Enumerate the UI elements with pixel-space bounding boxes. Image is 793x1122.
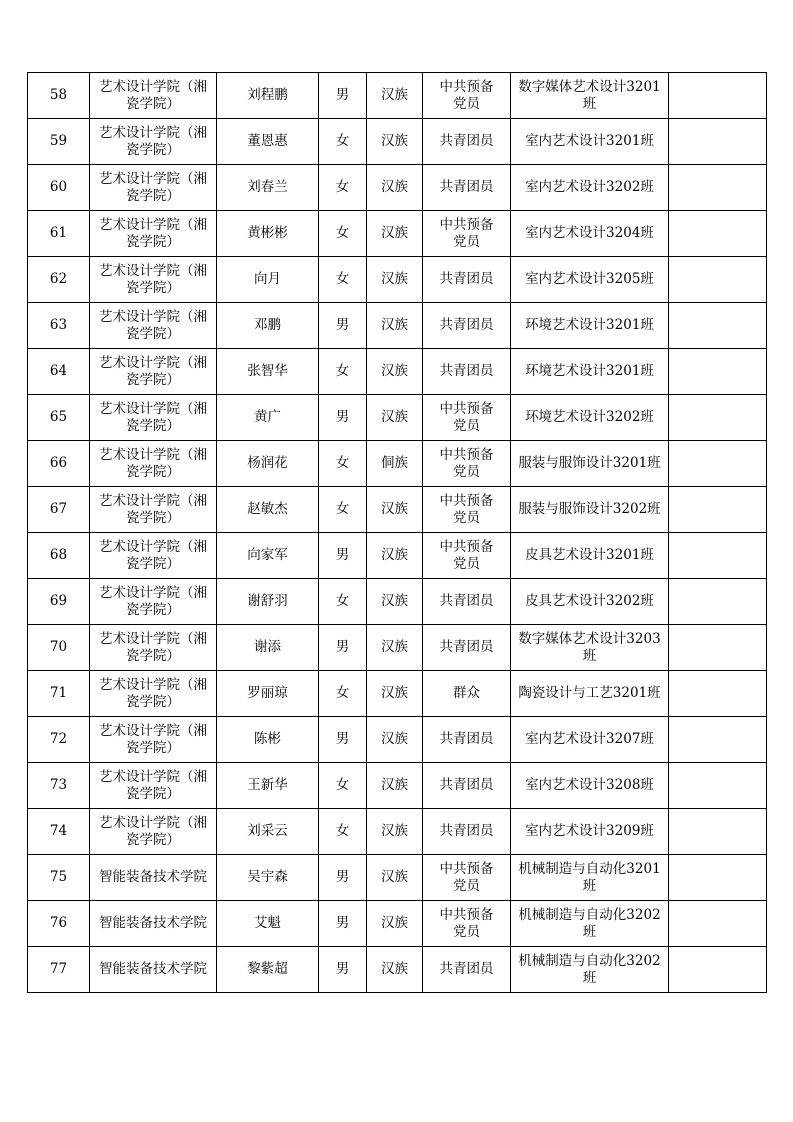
class-cell: 服装与服饰设计3202班 bbox=[511, 487, 669, 533]
political-status-cell-text: 共青团员 bbox=[439, 823, 494, 839]
sex-cell: 男 bbox=[319, 901, 367, 947]
political-status-cell bbox=[423, 73, 511, 119]
ethnicity-cell: 汉族 bbox=[367, 901, 423, 947]
college-cell-text: 艺术设计学院（湘瓷学院） bbox=[99, 124, 207, 158]
college-cell bbox=[90, 901, 217, 947]
ethnicity-cell: 汉族 bbox=[367, 579, 423, 625]
class-cell: 数字媒体艺术设计3201班 bbox=[511, 73, 669, 119]
ethnicity-cell: 汉族 bbox=[367, 809, 423, 855]
ethnicity-cell: 汉族 bbox=[367, 717, 423, 763]
college-cell-text: 艺术设计学院（湘瓷学院） bbox=[99, 584, 207, 618]
college-cell bbox=[90, 349, 217, 395]
ethnicity-cell: 汉族 bbox=[367, 395, 423, 441]
table-row bbox=[28, 73, 767, 119]
political-status-cell-text: 中共预备党员 bbox=[439, 78, 494, 112]
political-status-cell-text: 中共预备党员 bbox=[439, 400, 494, 434]
table-row bbox=[28, 533, 767, 579]
remarks-cell bbox=[669, 487, 767, 533]
table-row bbox=[28, 809, 767, 855]
college-cell bbox=[90, 441, 217, 487]
college-cell-text: 艺术设计学院（湘瓷学院） bbox=[99, 768, 207, 802]
row-number-cell: 65 bbox=[28, 395, 90, 441]
political-status-cell bbox=[423, 303, 511, 349]
remarks-cell bbox=[669, 947, 767, 993]
college-cell bbox=[90, 119, 217, 165]
student-name-cell: 吴宇森 bbox=[217, 855, 319, 901]
ethnicity-cell: 汉族 bbox=[367, 303, 423, 349]
political-status-cell-text: 共青团员 bbox=[439, 133, 494, 149]
row-number-cell: 69 bbox=[28, 579, 90, 625]
college-cell-text: 艺术设计学院（湘瓷学院） bbox=[99, 492, 207, 526]
sex-cell: 男 bbox=[319, 395, 367, 441]
ethnicity-cell: 汉族 bbox=[367, 119, 423, 165]
college-cell bbox=[90, 671, 217, 717]
class-cell: 机械制造与自动化3201班 bbox=[511, 855, 669, 901]
student-name-cell: 黄彬彬 bbox=[217, 211, 319, 257]
student-roster-table bbox=[27, 72, 767, 993]
college-cell-text: 艺术设计学院（湘瓷学院） bbox=[99, 78, 207, 112]
ethnicity-cell: 汉族 bbox=[367, 533, 423, 579]
college-cell bbox=[90, 625, 217, 671]
table-row bbox=[28, 579, 767, 625]
class-cell: 环境艺术设计3201班 bbox=[511, 303, 669, 349]
political-status-cell-text: 共青团员 bbox=[439, 639, 494, 655]
table-row bbox=[28, 257, 767, 303]
political-status-cell bbox=[423, 349, 511, 395]
political-status-cell bbox=[423, 395, 511, 441]
class-cell: 室内艺术设计3209班 bbox=[511, 809, 669, 855]
college-cell-text: 艺术设计学院（湘瓷学院） bbox=[99, 446, 207, 480]
sex-cell: 女 bbox=[319, 257, 367, 303]
college-cell-text: 艺术设计学院（湘瓷学院） bbox=[99, 630, 207, 664]
table-row bbox=[28, 303, 767, 349]
ethnicity-cell: 汉族 bbox=[367, 947, 423, 993]
sex-cell: 女 bbox=[319, 763, 367, 809]
class-cell: 服装与服饰设计3201班 bbox=[511, 441, 669, 487]
college-cell-text: 艺术设计学院（湘瓷学院） bbox=[99, 354, 207, 388]
student-name-cell: 黄广 bbox=[217, 395, 319, 441]
row-number-cell: 75 bbox=[28, 855, 90, 901]
political-status-cell bbox=[423, 947, 511, 993]
ethnicity-cell: 汉族 bbox=[367, 349, 423, 395]
table-row bbox=[28, 395, 767, 441]
college-cell-text: 智能装备技术学院 bbox=[99, 961, 207, 977]
political-status-cell bbox=[423, 211, 511, 257]
row-number-cell: 68 bbox=[28, 533, 90, 579]
roster-body bbox=[28, 73, 767, 993]
political-status-cell bbox=[423, 809, 511, 855]
political-status-cell bbox=[423, 441, 511, 487]
table-row bbox=[28, 349, 767, 395]
sex-cell: 女 bbox=[319, 579, 367, 625]
sex-cell: 男 bbox=[319, 533, 367, 579]
college-cell-text: 艺术设计学院（湘瓷学院） bbox=[99, 400, 207, 434]
remarks-cell bbox=[669, 763, 767, 809]
student-name-cell: 杨润花 bbox=[217, 441, 319, 487]
student-name-cell: 赵敏杰 bbox=[217, 487, 319, 533]
remarks-cell bbox=[669, 717, 767, 763]
college-cell-text: 艺术设计学院（湘瓷学院） bbox=[99, 722, 207, 756]
student-name-cell: 刘采云 bbox=[217, 809, 319, 855]
political-status-cell-text: 共青团员 bbox=[439, 317, 494, 333]
row-number-cell: 74 bbox=[28, 809, 90, 855]
political-status-cell-text: 共青团员 bbox=[439, 961, 494, 977]
student-name-cell: 向月 bbox=[217, 257, 319, 303]
table-row bbox=[28, 441, 767, 487]
remarks-cell bbox=[669, 625, 767, 671]
table-row bbox=[28, 625, 767, 671]
sex-cell: 男 bbox=[319, 303, 367, 349]
sex-cell: 女 bbox=[319, 487, 367, 533]
college-cell-text: 智能装备技术学院 bbox=[99, 869, 207, 885]
student-name-cell: 艾魁 bbox=[217, 901, 319, 947]
ethnicity-cell: 汉族 bbox=[367, 73, 423, 119]
remarks-cell bbox=[669, 73, 767, 119]
ethnicity-cell: 汉族 bbox=[367, 763, 423, 809]
sex-cell: 女 bbox=[319, 119, 367, 165]
table-row bbox=[28, 165, 767, 211]
college-cell bbox=[90, 73, 217, 119]
political-status-cell-text: 共青团员 bbox=[439, 179, 494, 195]
ethnicity-cell: 汉族 bbox=[367, 487, 423, 533]
remarks-cell bbox=[669, 165, 767, 211]
college-cell-text: 艺术设计学院（湘瓷学院） bbox=[99, 814, 207, 848]
class-cell: 室内艺术设计3208班 bbox=[511, 763, 669, 809]
student-name-cell: 谢舒羽 bbox=[217, 579, 319, 625]
political-status-cell bbox=[423, 671, 511, 717]
college-cell bbox=[90, 165, 217, 211]
sex-cell: 男 bbox=[319, 717, 367, 763]
ethnicity-cell: 汉族 bbox=[367, 165, 423, 211]
student-name-cell: 谢添 bbox=[217, 625, 319, 671]
college-cell bbox=[90, 533, 217, 579]
sex-cell: 女 bbox=[319, 671, 367, 717]
college-cell bbox=[90, 487, 217, 533]
sex-cell: 女 bbox=[319, 441, 367, 487]
college-cell-text: 艺术设计学院（湘瓷学院） bbox=[99, 538, 207, 572]
row-number-cell: 73 bbox=[28, 763, 90, 809]
college-cell bbox=[90, 855, 217, 901]
row-number-cell: 76 bbox=[28, 901, 90, 947]
political-status-cell-text: 共青团员 bbox=[439, 777, 494, 793]
remarks-cell bbox=[669, 533, 767, 579]
political-status-cell-text: 群众 bbox=[453, 685, 480, 701]
college-cell-text: 艺术设计学院（湘瓷学院） bbox=[99, 262, 207, 296]
political-status-cell bbox=[423, 855, 511, 901]
ethnicity-cell: 汉族 bbox=[367, 211, 423, 257]
class-cell: 室内艺术设计3202班 bbox=[511, 165, 669, 211]
political-status-cell bbox=[423, 165, 511, 211]
class-cell: 陶瓷设计与工艺3201班 bbox=[511, 671, 669, 717]
sex-cell: 女 bbox=[319, 165, 367, 211]
class-cell: 机械制造与自动化3202班 bbox=[511, 901, 669, 947]
ethnicity-cell: 汉族 bbox=[367, 625, 423, 671]
remarks-cell bbox=[669, 671, 767, 717]
political-status-cell-text: 中共预备党员 bbox=[439, 906, 494, 940]
row-number-cell: 59 bbox=[28, 119, 90, 165]
class-cell: 室内艺术设计3205班 bbox=[511, 257, 669, 303]
political-status-cell-text: 中共预备党员 bbox=[439, 538, 494, 572]
college-cell-text: 智能装备技术学院 bbox=[99, 915, 207, 931]
sex-cell: 男 bbox=[319, 73, 367, 119]
class-cell: 室内艺术设计3207班 bbox=[511, 717, 669, 763]
college-cell-text: 艺术设计学院（湘瓷学院） bbox=[99, 308, 207, 342]
college-cell-text: 艺术设计学院（湘瓷学院） bbox=[99, 216, 207, 250]
table-row bbox=[28, 901, 767, 947]
class-cell: 环境艺术设计3201班 bbox=[511, 349, 669, 395]
political-status-cell-text: 中共预备党员 bbox=[439, 446, 494, 480]
remarks-cell bbox=[669, 257, 767, 303]
class-cell: 皮具艺术设计3201班 bbox=[511, 533, 669, 579]
class-cell: 皮具艺术设计3202班 bbox=[511, 579, 669, 625]
political-status-cell bbox=[423, 717, 511, 763]
student-name-cell: 刘程鹏 bbox=[217, 73, 319, 119]
table-row bbox=[28, 211, 767, 257]
row-number-cell: 58 bbox=[28, 73, 90, 119]
sex-cell: 男 bbox=[319, 855, 367, 901]
row-number-cell: 63 bbox=[28, 303, 90, 349]
student-name-cell: 董恩惠 bbox=[217, 119, 319, 165]
college-cell bbox=[90, 395, 217, 441]
remarks-cell bbox=[669, 303, 767, 349]
row-number-cell: 66 bbox=[28, 441, 90, 487]
class-cell: 室内艺术设计3201班 bbox=[511, 119, 669, 165]
political-status-cell bbox=[423, 119, 511, 165]
row-number-cell: 70 bbox=[28, 625, 90, 671]
remarks-cell bbox=[669, 441, 767, 487]
student-name-cell: 王新华 bbox=[217, 763, 319, 809]
class-cell: 室内艺术设计3204班 bbox=[511, 211, 669, 257]
college-cell bbox=[90, 717, 217, 763]
remarks-cell bbox=[669, 855, 767, 901]
student-name-cell: 罗丽琼 bbox=[217, 671, 319, 717]
political-status-cell-text: 共青团员 bbox=[439, 731, 494, 747]
ethnicity-cell: 汉族 bbox=[367, 257, 423, 303]
sex-cell: 男 bbox=[319, 625, 367, 671]
class-cell: 机械制造与自动化3202班 bbox=[511, 947, 669, 993]
student-name-cell: 陈彬 bbox=[217, 717, 319, 763]
college-cell bbox=[90, 947, 217, 993]
ethnicity-cell: 侗族 bbox=[367, 441, 423, 487]
remarks-cell bbox=[669, 119, 767, 165]
college-cell bbox=[90, 303, 217, 349]
sex-cell: 女 bbox=[319, 809, 367, 855]
college-cell bbox=[90, 211, 217, 257]
class-cell: 环境艺术设计3202班 bbox=[511, 395, 669, 441]
political-status-cell bbox=[423, 487, 511, 533]
table-row bbox=[28, 947, 767, 993]
college-cell bbox=[90, 579, 217, 625]
class-cell: 数字媒体艺术设计3203班 bbox=[511, 625, 669, 671]
student-name-cell: 向家军 bbox=[217, 533, 319, 579]
table-row bbox=[28, 671, 767, 717]
political-status-cell-text: 共青团员 bbox=[439, 271, 494, 287]
college-cell-text: 艺术设计学院（湘瓷学院） bbox=[99, 170, 207, 204]
remarks-cell bbox=[669, 349, 767, 395]
college-cell bbox=[90, 257, 217, 303]
row-number-cell: 67 bbox=[28, 487, 90, 533]
political-status-cell-text: 中共预备党员 bbox=[439, 860, 494, 894]
student-name-cell: 黎紫超 bbox=[217, 947, 319, 993]
row-number-cell: 71 bbox=[28, 671, 90, 717]
remarks-cell bbox=[669, 579, 767, 625]
sex-cell: 男 bbox=[319, 947, 367, 993]
political-status-cell-text: 中共预备党员 bbox=[439, 216, 494, 250]
political-status-cell bbox=[423, 901, 511, 947]
remarks-cell bbox=[669, 395, 767, 441]
remarks-cell bbox=[669, 211, 767, 257]
table-row bbox=[28, 119, 767, 165]
row-number-cell: 60 bbox=[28, 165, 90, 211]
student-name-cell: 张智华 bbox=[217, 349, 319, 395]
college-cell-text: 艺术设计学院（湘瓷学院） bbox=[99, 676, 207, 710]
political-status-cell-text: 共青团员 bbox=[439, 593, 494, 609]
row-number-cell: 64 bbox=[28, 349, 90, 395]
political-status-cell bbox=[423, 533, 511, 579]
political-status-cell bbox=[423, 763, 511, 809]
student-name-cell: 邓鹏 bbox=[217, 303, 319, 349]
table-row bbox=[28, 855, 767, 901]
political-status-cell bbox=[423, 579, 511, 625]
college-cell bbox=[90, 763, 217, 809]
political-status-cell-text: 共青团员 bbox=[439, 363, 494, 379]
political-status-cell bbox=[423, 625, 511, 671]
table-row bbox=[28, 763, 767, 809]
ethnicity-cell: 汉族 bbox=[367, 855, 423, 901]
sex-cell: 女 bbox=[319, 211, 367, 257]
remarks-cell bbox=[669, 901, 767, 947]
table-row bbox=[28, 487, 767, 533]
row-number-cell: 72 bbox=[28, 717, 90, 763]
remarks-cell bbox=[669, 809, 767, 855]
ethnicity-cell: 汉族 bbox=[367, 671, 423, 717]
college-cell bbox=[90, 809, 217, 855]
row-number-cell: 61 bbox=[28, 211, 90, 257]
table-row bbox=[28, 717, 767, 763]
political-status-cell-text: 中共预备党员 bbox=[439, 492, 494, 526]
row-number-cell: 62 bbox=[28, 257, 90, 303]
student-name-cell: 刘春兰 bbox=[217, 165, 319, 211]
sex-cell: 女 bbox=[319, 349, 367, 395]
political-status-cell bbox=[423, 257, 511, 303]
row-number-cell: 77 bbox=[28, 947, 90, 993]
